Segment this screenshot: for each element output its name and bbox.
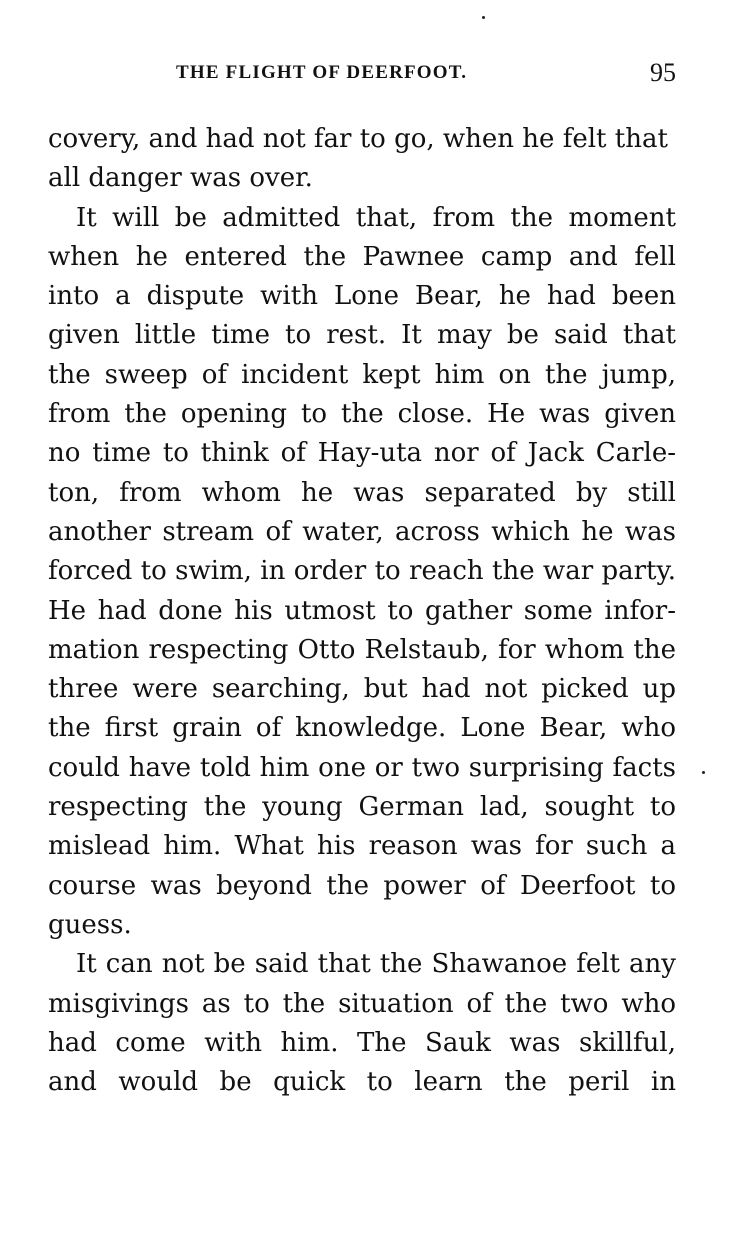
text-line: It will be admitted that, from the moment — [76, 202, 676, 233]
text-line: ton, from whom he was separated by still — [48, 477, 676, 508]
text-line: course was beyond the power of Deerfoot to — [48, 870, 676, 901]
print-speck — [482, 16, 485, 19]
text-line: no time to think of Hay-uta nor of Jack Carle- — [48, 438, 676, 469]
text-line: three were searching, but had not picked up — [48, 674, 676, 705]
text-line: another stream of water, across which he was — [48, 516, 676, 547]
text-line: forced to swim, in order to reach the war party. — [48, 556, 676, 587]
text-line: He had done his utmost to gather some infor- — [48, 595, 676, 626]
body-text — [48, 120, 676, 1102]
print-speck — [702, 771, 705, 774]
text-line: respecting the young German lad, sought to — [48, 792, 676, 823]
running-header — [48, 58, 676, 90]
text-line: mation respecting Otto Relstaub, for whom the — [48, 634, 676, 665]
text-line: guess. — [48, 909, 132, 940]
text-line: the sweep of incident kept him on the jump, — [48, 359, 676, 390]
text-line: all danger was over. — [48, 163, 313, 194]
page-number: 95 — [650, 58, 676, 87]
text-line: and would be quick to learn the peril in — [48, 1067, 676, 1098]
text-line: when he entered the Pawnee camp and fell — [48, 241, 676, 272]
text-line: It can not be said that the Shawanoe felt any — [76, 949, 676, 980]
text-line: had come with him. The Sauk was skillful, — [48, 1027, 676, 1058]
text-line: mislead him. What his reason was for such a — [48, 831, 676, 862]
text-line: misgivings as to the situation of the two who — [48, 988, 676, 1019]
text-line: into a dispute with Lone Bear, he had been — [48, 281, 676, 312]
text-line: could have told him one or two surprising facts — [48, 752, 676, 783]
text-line: from the opening to the close. He was given — [48, 399, 676, 430]
text-line: the first grain of knowledge. Lone Bear, who — [48, 713, 676, 744]
running-title: THE FLIGHT OF DEERFOOT. — [176, 62, 468, 83]
text-line: given little time to rest. It may be said that — [48, 320, 676, 351]
text-line: covery, and had not far to go, when he felt that — [48, 124, 668, 154]
